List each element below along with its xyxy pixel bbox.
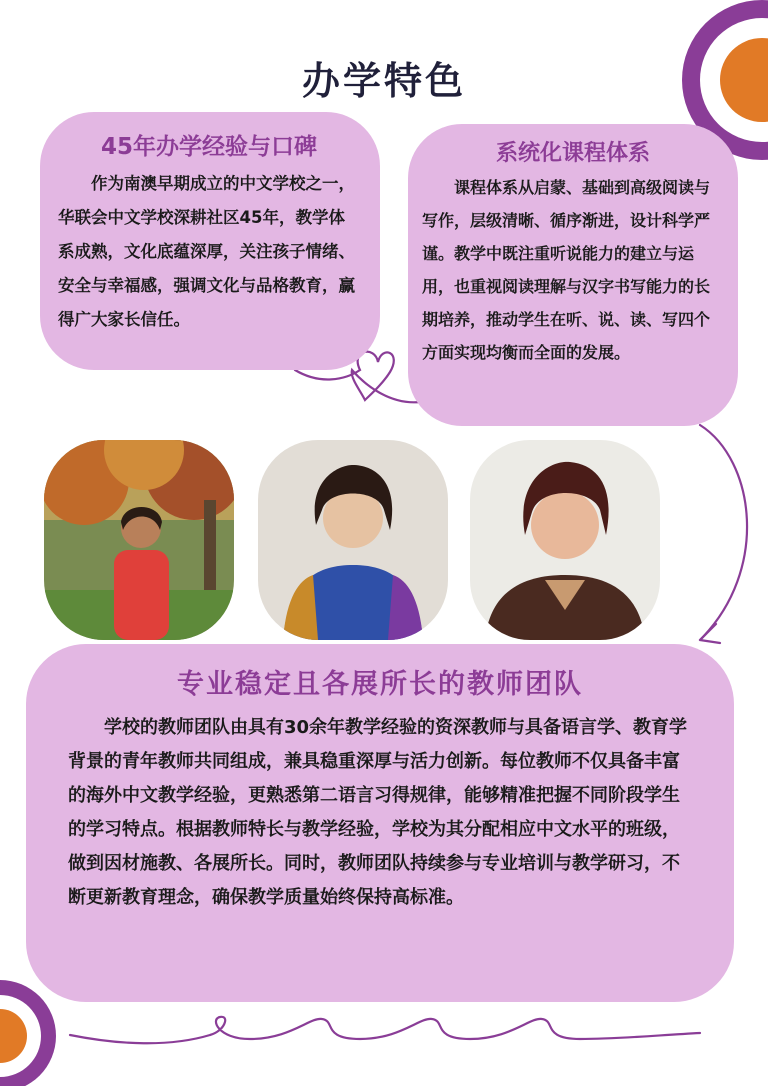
page-title: 办学特色 <box>301 59 466 103</box>
teachers-card <box>26 644 734 1002</box>
bottom-wavy-line <box>60 1005 710 1065</box>
experience-heading: 45年办学经验与口碑 <box>100 134 317 160</box>
curved-arrow <box>660 420 760 655</box>
teacher-photo-2 <box>258 440 448 640</box>
decorative-ring-bottom-left <box>0 978 60 1086</box>
experience-card <box>40 112 380 370</box>
curriculum-card <box>408 124 738 426</box>
teacher-photo-1 <box>44 440 234 640</box>
teachers-heading: 专业稳定且各展所长的教师团队 <box>177 669 583 700</box>
teachers-body: 学校的教师团队由具有30余年教学经验的资深教师与具备语言学、教育学背景的青年教师共同组成，兼具稳重深厚与活力创新。每位教师不仅具备丰富的海外中文教学经验，更熟悉第二语言习得规律，能够精准把握不同阶段学生的学习特点。根据教师特长与教学经验，学校为其分配相应中文水平的班级，做到因材施教、各展所长。同时，教师团队持续参与专业培训与教学研习，不断更新教育理念，确保教学质量始终保持高标准。 <box>68 717 688 908</box>
teacher-photo-3 <box>470 440 660 640</box>
experience-body: 作为南澳早期成立的中文学校之一，华联会中文学校深耕社区45年，教学体系成熟，文化底蕴深厚，关注孩子情绪、安全与幸福感，强调文化与品格教育，赢得广大家长信任。 <box>58 174 355 329</box>
curriculum-body: 课程体系从启蒙、基础到高级阅读与写作，层级清晰、循序渐进，设计科学严谨。教学中既注重听说能力的建立与运用，也重视阅读理解与汉字书写能力的长期培养，推动学生在听、说、读、写四个方面实现均衡而全面的发展。 <box>422 178 711 362</box>
curriculum-heading: 系统化课程体系 <box>495 141 650 166</box>
